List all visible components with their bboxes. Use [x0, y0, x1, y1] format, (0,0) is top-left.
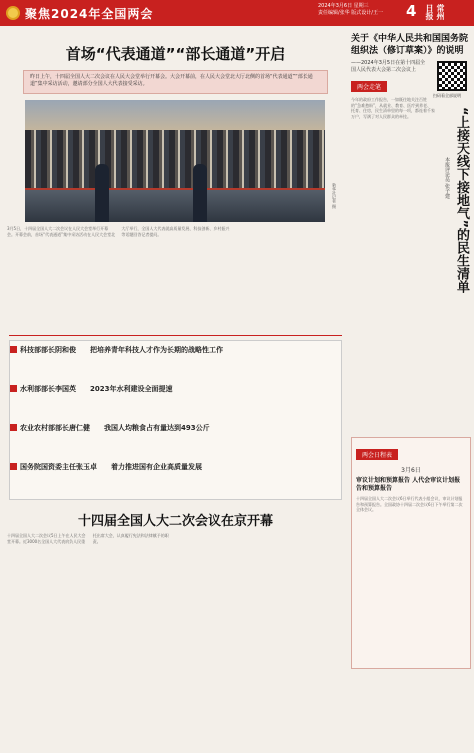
side-column	[351, 33, 471, 748]
sub-article-headline: 着力推进国有企业高质量发展	[111, 462, 202, 471]
schedule-title: 审议计划和预算报告 人代会审议计划报告和预算报告	[356, 477, 461, 492]
sub-article-body	[10, 356, 341, 380]
sub-article	[10, 382, 341, 395]
schedule-text: 十四届全国人大二次会议6日举行代表小组会议，审议计划报告和预算报告。全国政协十四届二次会议6日下午举行第二次全体会议。	[356, 496, 463, 513]
date-line-1: 2024年3月6日 星期三	[318, 3, 369, 9]
date-line	[318, 3, 383, 17]
divider	[9, 335, 342, 336]
side-headline: 关于《中华人民共和国国务院组织法（修订草案）》的说明	[351, 34, 469, 56]
sub-article-headline: 2023年水利建设全面提速	[90, 384, 173, 393]
side-article-author: 本报评论员 张子建	[444, 157, 450, 199]
sub-article-body	[10, 434, 341, 458]
side-article-title: “上接天线下接地气”的民生清单	[454, 107, 469, 294]
sub-article	[10, 460, 341, 473]
sub-article-headline: 把培养青年科技人才作为长期的战略性工作	[90, 345, 223, 354]
bottom-body-text: 十四届全国人大二次会议5日上午在人民大会堂开幕。近3000名全国人大代表肩负人民重托出席大会，认真履行宪法和法律赋予的职责。	[7, 533, 169, 544]
lead-box: 昨日上午，十四届全国人大二次会议在人民大会堂举行开幕会。大会开幕前，在人民大会堂北大厅北侧的首场“代表通道”“部长通道”集中采访活动，邀请部分全国人大代表接受采访。	[23, 70, 328, 94]
emblem-icon	[6, 6, 20, 20]
main-headline: 首场“代表通道”“部长通道”开启	[65, 45, 286, 63]
bullet-icon	[10, 424, 17, 431]
sub-article-title: 科技部部长阴和俊	[20, 345, 76, 354]
sub-article-head	[10, 423, 90, 433]
paper-name: 常州日报	[425, 4, 445, 20]
photo-caption: 新华社记者 摄	[332, 183, 337, 209]
sub-article-title: 农业农村部部长唐仁健	[20, 423, 90, 432]
bullet-icon	[10, 385, 17, 392]
sub-article-body	[10, 395, 341, 419]
main-column	[3, 33, 348, 748]
side-article	[351, 97, 471, 427]
bullet-icon	[10, 463, 17, 470]
sub-articles-box	[9, 340, 342, 500]
sub-article	[10, 421, 341, 434]
section-title: 聚焦2024年全国两会	[25, 6, 154, 21]
sub-article-headline: 我国人均粮食占有量达到493公斤	[104, 423, 210, 432]
column-tag: 两会走笔	[351, 81, 387, 92]
section-header-bar	[0, 0, 474, 26]
schedule-tag: 两会日程表	[356, 449, 398, 460]
main-body-text: 3月5日，十四届全国人大二次会议在人民大会堂举行开幕会。开幕会前，首场“代表通道”集中采访活动在人民大会堂北大厅举行，全国人大代表就高质量发展、科技创新、乡村振兴等话题回答记者提问。	[7, 226, 230, 237]
schedule-date: 3月6日	[401, 467, 421, 474]
photo-person	[193, 164, 207, 222]
photo-crowd	[25, 130, 325, 190]
date-line-2: 责任编辑/张华 版式设计/王一	[318, 10, 383, 16]
sub-article-head	[10, 345, 76, 355]
sub-article-head	[10, 462, 97, 472]
photo-rope	[25, 188, 325, 190]
side-meta: ——2024年3月5日在第十四届全国人民代表大会第二次会议上	[351, 60, 426, 73]
sub-article-head	[10, 384, 76, 394]
qr-caption: 扫码看全部说明	[433, 93, 461, 98]
bottom-headline: 十四届全国人大二次会议在京开幕	[77, 514, 273, 529]
qr-code-icon[interactable]	[437, 61, 467, 91]
sub-article-title: 国务院国资委主任张玉卓	[20, 462, 97, 471]
sub-article-title: 水利部部长李国英	[20, 384, 76, 393]
photo-person	[95, 164, 109, 222]
page-number: 4	[406, 2, 417, 20]
schedule-box	[351, 437, 471, 669]
side-article-text: 今年的政府工作报告，一如既往地关注百姓的“急难愁盼”，从就业、教育、医疗到养老、托育、住房，民生清单里的每一项，都连着千家万户，写满了对人民群众的牵挂。	[351, 97, 435, 119]
sub-article	[10, 343, 341, 356]
news-photo	[25, 100, 325, 222]
bullet-icon	[10, 346, 17, 353]
